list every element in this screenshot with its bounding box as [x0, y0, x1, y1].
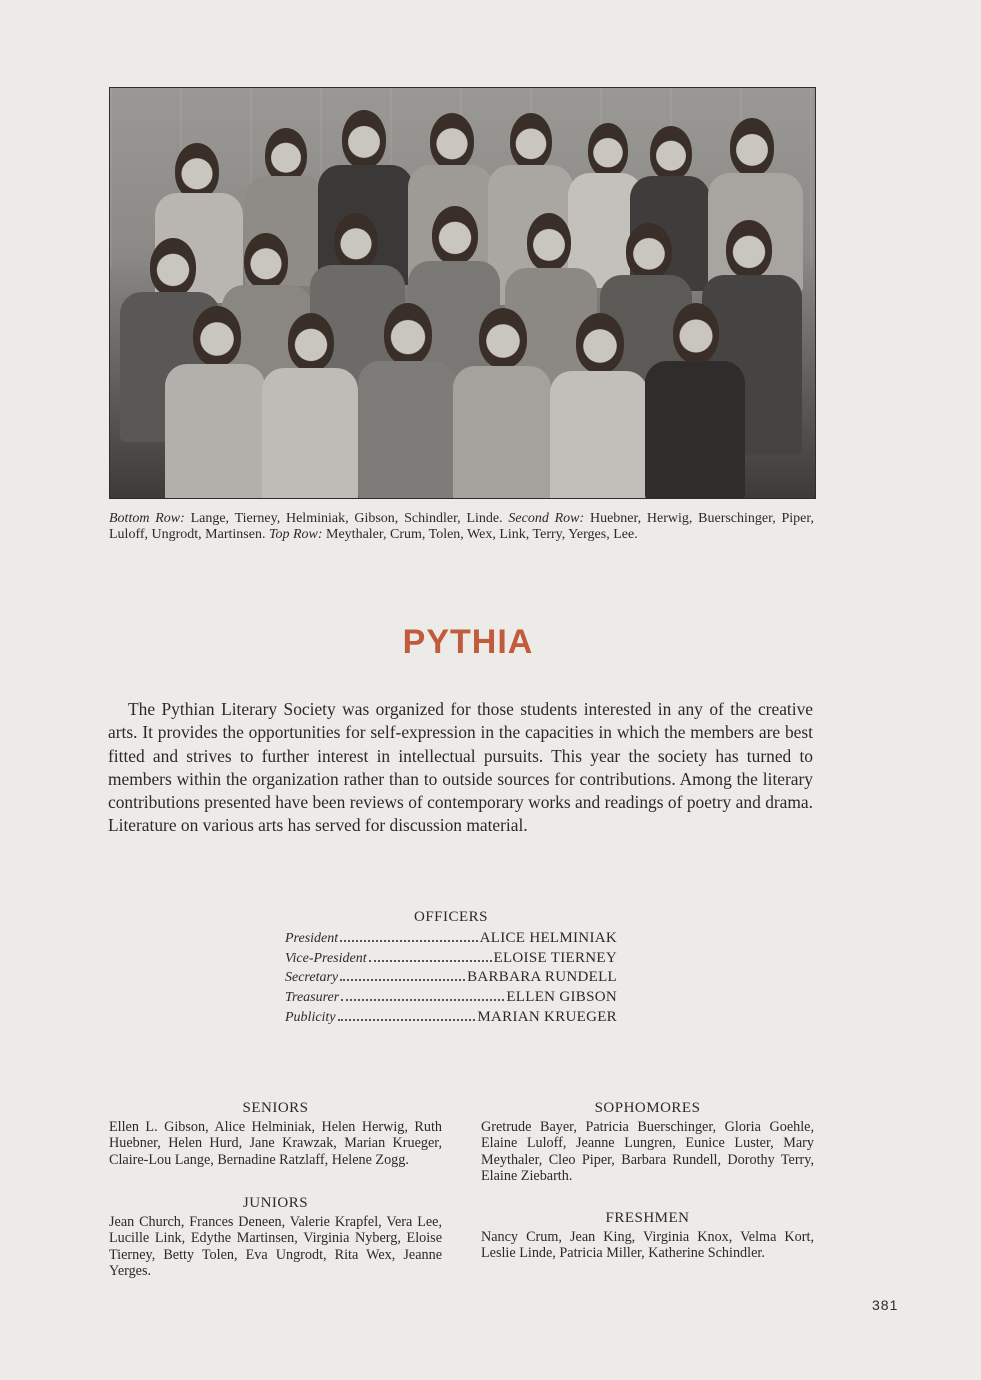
officer-role: Secretary	[285, 970, 339, 986]
leader-dots	[338, 1019, 476, 1021]
page-title: PYTHIA	[402, 623, 534, 661]
leader-dots	[341, 999, 504, 1001]
group-photo	[109, 87, 816, 499]
seniors-list: Ellen L. Gibson, Alice Helminiak, Helen Herwig, Ruth Huebner, Helen Hurd, Jane Krawzak, Marian Krueger, Claire-Lou Lange, Bernadine Ratzlaff, Helene Zogg.	[109, 1118, 442, 1168]
officers-heading: OFFICERS	[413, 909, 489, 925]
juniors-section	[109, 1195, 442, 1280]
juniors-heading: JUNIORS	[242, 1195, 309, 1211]
officer-role: Publicity	[285, 1009, 336, 1025]
seniors-section	[109, 1100, 442, 1168]
caption-top-names: Meythaler, Crum, Tolen, Wex, Link, Terry, Yerges, Lee.	[322, 527, 638, 542]
caption-bottom-names: Lange, Tierney, Helminiak, Gibson, Schindler, Linde.	[184, 511, 509, 526]
officer-row	[285, 988, 617, 1008]
freshmen-list: Nancy Crum, Jean King, Virginia Knox, Velma Kort, Leslie Linde, Patricia Miller, Katherine Schindler.	[481, 1228, 814, 1262]
caption-top-label: Top Row:	[268, 527, 323, 542]
photo-caption	[109, 511, 814, 543]
officer-name: ALICE HELMINIAK	[479, 930, 617, 946]
seniors-heading: SENIORS	[242, 1100, 309, 1116]
officer-row	[285, 949, 617, 969]
officer-row	[285, 968, 617, 988]
officer-row	[285, 1008, 617, 1028]
officer-role: President	[285, 931, 339, 946]
sophomores-list: Gretrude Bayer, Patricia Buerschinger, Gloria Goehle, Elaine Luloff, Jeanne Lungren, Eunice Luster, Mary Meythaler, Cleo Piper, Barbara Rundell, Dorothy Terry, Elaine Ziebarth.	[481, 1118, 814, 1185]
officer-name: BARBARA RUNDELL	[467, 969, 617, 986]
leader-dots	[340, 940, 477, 942]
caption-second-names: Huebner, Herwig, Buerschinger, Piper, Luloff, Ungrodt, Martinsen.	[109, 511, 814, 542]
officer-name: MARIAN KRUEGER	[477, 1008, 617, 1025]
freshmen-section	[481, 1210, 814, 1262]
officer-row	[285, 929, 617, 949]
leader-dots	[340, 979, 465, 981]
leader-dots	[369, 960, 492, 962]
officer-role: Vice-President	[285, 950, 367, 966]
sophomores-section	[481, 1100, 814, 1185]
intro-paragraph: The Pythian Literary Society was organized for those students interested in any of the creative arts. It provides the opportunities for self-expression in the capacities in which the members are best fitted and strives to further interest in intellectual pursuits. This year the society has turned to members within the organization rather than to outside sources for contributions. Among the literary contributions presented have been reviews of contemporary works and readings of poetry and drama. Literature on various arts has served for discussion material.	[108, 699, 813, 836]
sophomores-heading: SOPHOMORES	[594, 1100, 701, 1116]
juniors-list: Jean Church, Frances Deneen, Valerie Krapfel, Vera Lee, Lucille Link, Edythe Martinsen, Virginia Nyberg, Eloise Tierney, Betty Tolen, Eva Ungrodt, Rita Wex, Jeanne Yerges.	[109, 1213, 442, 1280]
officer-name: ELOISE TIERNEY	[493, 949, 617, 966]
page-number: 381	[872, 1297, 899, 1313]
officer-name: ELLEN GIBSON	[506, 989, 617, 1006]
caption-bottom-label: Bottom Row:	[109, 511, 185, 526]
officers-list	[285, 929, 617, 1028]
freshmen-heading: FRESHMEN	[605, 1210, 690, 1226]
caption-second-label: Second Row:	[508, 511, 585, 526]
officer-role: Treasurer	[285, 990, 340, 1006]
